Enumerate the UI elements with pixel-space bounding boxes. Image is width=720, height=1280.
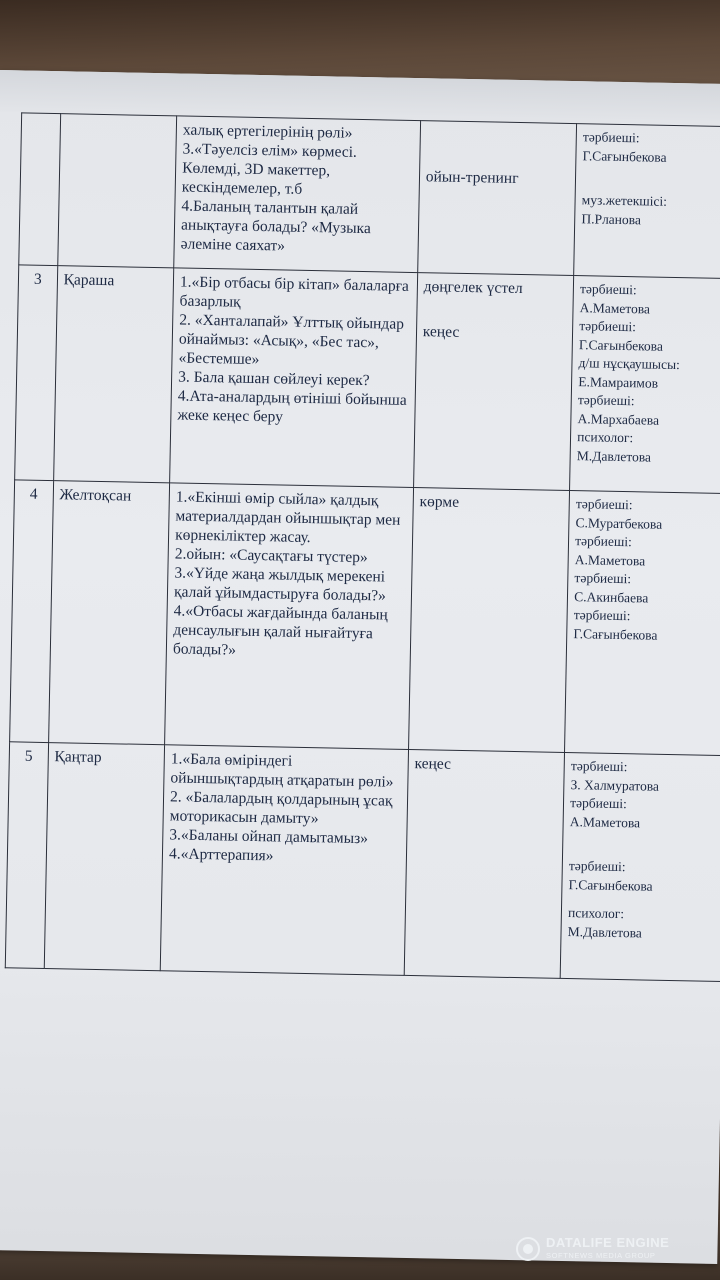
form-label: көрме bbox=[419, 493, 460, 511]
topic-line: 1.«Екінші өмір сыйла» қалдық материалдардан ойыншықтар мен көрнекіліктер жасау. bbox=[174, 488, 401, 547]
responsible-name: С.Акинбаева bbox=[574, 588, 649, 606]
topic-line: халық ертегілерінің рөлі» bbox=[182, 121, 353, 142]
responsible-role: тәрбиеші: bbox=[582, 129, 640, 146]
responsible-name: Г.Сағынбекова bbox=[582, 147, 667, 165]
row-number: 3 bbox=[15, 265, 58, 481]
row-form bbox=[413, 273, 573, 491]
table-row bbox=[19, 113, 720, 279]
row-topics bbox=[165, 483, 414, 750]
responsible-name: М.Давлетова bbox=[576, 447, 652, 465]
responsible-name: Г.Сағынбекова bbox=[568, 876, 653, 894]
plan-table bbox=[5, 112, 720, 982]
responsible-role: тәрбиеші: bbox=[575, 496, 633, 513]
table-row bbox=[10, 480, 720, 756]
row-number: 4 bbox=[10, 480, 54, 743]
document-sheet bbox=[0, 70, 720, 1264]
responsible-role: психолог: bbox=[567, 905, 625, 922]
row-form bbox=[404, 749, 565, 978]
responsible-role: тәрбиеші: bbox=[579, 281, 637, 298]
topic-line: 4.Ата-аналардың өтініші бойынша жеке кеңес беру bbox=[177, 387, 407, 426]
datalife-logo-icon bbox=[516, 1237, 540, 1261]
topic-line: 2.ойын: «Саусақтағы түстер» bbox=[174, 545, 368, 567]
watermark-logo bbox=[516, 1232, 706, 1266]
row-responsible bbox=[565, 491, 720, 756]
row-form bbox=[417, 121, 576, 276]
watermark-name: DATALIFE ENGINE bbox=[546, 1235, 670, 1250]
form-label: дөңгелек үстел bbox=[423, 278, 523, 298]
responsible-name: Е.Мамраимов bbox=[578, 373, 659, 391]
table-row bbox=[5, 742, 720, 982]
row-number: 5 bbox=[5, 742, 48, 969]
responsible-role: тәрбиеші: bbox=[570, 795, 627, 812]
responsible-role: тәрбиеші: bbox=[574, 570, 632, 587]
watermark-subtitle: SOFTNEWS MEDIA GROUP bbox=[546, 1251, 656, 1260]
row-month: Қаңтар bbox=[44, 743, 165, 971]
responsible-name: Г.Сағынбекова bbox=[578, 336, 664, 354]
topic-line: 2. «Балалардың қолдарының ұсақ моторикасын дамыту» bbox=[169, 788, 393, 828]
responsible-name: Г.Сағынбекова bbox=[573, 625, 658, 643]
row-month: Қараша bbox=[53, 266, 173, 483]
responsible-role: психолог: bbox=[577, 429, 634, 446]
responsible-role: д/ш нұсқаушысы: bbox=[578, 355, 681, 373]
topic-line: 3.«Тәуелсіз елім» көрмесі. Көлемді, 3D макеттер, кескіндемелер, т.б bbox=[181, 140, 358, 198]
responsible-role: муз.жетекшісі: bbox=[581, 192, 668, 209]
topic-line: 1.«Бала өміріндегі ойыншықтардың атқаратын рөлі» bbox=[170, 750, 394, 791]
responsible-name: А.Мархабаева bbox=[577, 410, 660, 428]
responsible-role: тәрбиеші: bbox=[579, 318, 637, 335]
row-form bbox=[408, 488, 569, 753]
responsible-role: тәрбиеші: bbox=[575, 533, 632, 550]
row-responsible bbox=[570, 276, 720, 494]
table-row bbox=[15, 265, 720, 494]
responsible-name: П.Рланова bbox=[581, 210, 642, 227]
topic-line: 1.«Бір отбасы бір кітап» балаларға базарлық bbox=[179, 273, 410, 311]
row-responsible bbox=[574, 124, 720, 279]
responsible-role: тәрбиеші: bbox=[570, 758, 628, 775]
form-label: кеңес bbox=[414, 755, 452, 773]
responsible-name: А.Маметова bbox=[579, 299, 651, 317]
responsible-name: А.Маметова bbox=[569, 813, 641, 830]
form-label: ойын-тренинг bbox=[425, 168, 519, 187]
topic-line: 3.«Үйде жаңа жылдық мерекені қалай ұйымдастыруға болады?» bbox=[173, 564, 387, 605]
form-label: кеңес bbox=[422, 323, 460, 341]
responsible-name: З. Халмуратова bbox=[570, 776, 660, 794]
row-topics bbox=[170, 268, 418, 488]
row-topics bbox=[160, 745, 408, 976]
row-topics bbox=[174, 116, 421, 273]
responsible-role: тәрбиеші: bbox=[577, 392, 635, 409]
topic-line: 2. «Ханталапай» Ұлттық ойындар ойнаймыз: «Асық», «Бес тас», «Бестемше» bbox=[178, 311, 405, 369]
responsible-name: А.Маметова bbox=[574, 551, 646, 568]
responsible-name: М.Давлетова bbox=[567, 923, 643, 940]
topic-line: 4.Баланың талантын қалай анықтауға болады? «Музыка әлеміне саяхат» bbox=[180, 197, 371, 255]
topic-line: 4.«Отбасы жағдайында баланың денсаулығын қалай нығайтуға болады?» bbox=[172, 602, 388, 659]
row-number bbox=[19, 113, 61, 266]
responsible-role: тәрбиеші: bbox=[573, 607, 631, 624]
topic-line: 3.«Баланы ойнап дамытамыз» bbox=[169, 826, 369, 848]
responsible-name: С.Муратбекова bbox=[575, 514, 663, 532]
row-month: Желтоқсан bbox=[48, 481, 169, 745]
row-month bbox=[57, 114, 176, 268]
topic-line: 3. Бала қашан сөйлеуі керек? bbox=[178, 368, 370, 390]
row-responsible bbox=[560, 752, 720, 981]
responsible-role: тәрбиеші: bbox=[568, 858, 626, 875]
topic-line: 4.«Арттерапия» bbox=[168, 845, 274, 865]
